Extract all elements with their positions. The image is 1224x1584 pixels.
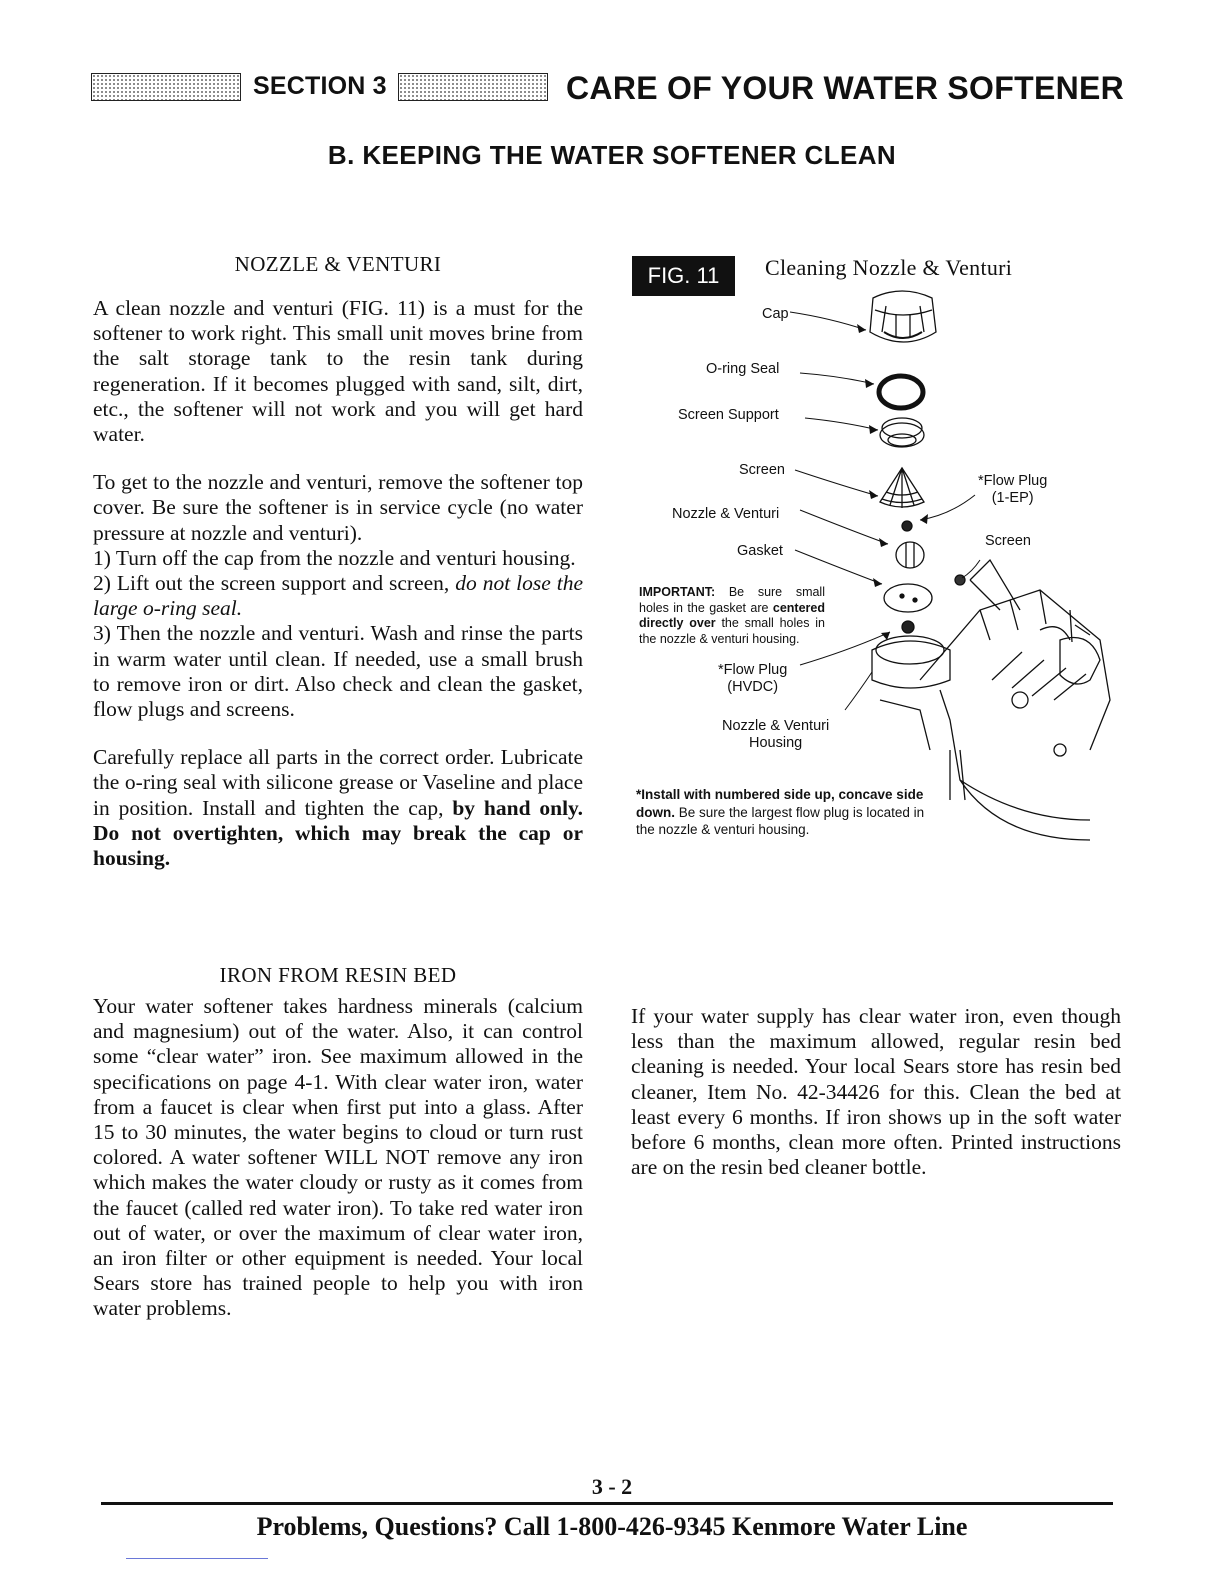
important-text-1: Be sure small holes in the gasket are [639, 585, 825, 615]
important-text-2: centered directly over [639, 600, 825, 630]
nozzle-venturi-part [896, 542, 924, 568]
install-note-bold: *Install with numbered side up, concave side down. [636, 787, 924, 820]
nozzle-step-2 [93, 571, 583, 621]
label-housing-line2: Housing [749, 735, 803, 751]
nozzle-para-3-warning: by hand only. Do not overtighten, which may break the cap or housing. [93, 795, 584, 871]
label-screen-right: Screen [985, 533, 1031, 549]
footer-blue-line [126, 1558, 268, 1559]
label-flow-plug-hvdc [718, 662, 787, 696]
exploded-parts-diagram [620, 280, 1120, 860]
nozzle-heading: NOZZLE & VENTURI [234, 252, 442, 276]
label-screen-support: Screen Support [678, 407, 779, 423]
nozzle-step-2-text: 2) Lift out the screen support and screen, [93, 571, 456, 596]
label-flow-plug-1ep-line1: *Flow Plug [978, 473, 1048, 489]
label-cap: Cap [762, 306, 789, 322]
important-text-3: the small holes in the nozzle & venturi housing. [639, 616, 825, 646]
leader-lines [790, 312, 980, 710]
oring-part [879, 376, 923, 408]
flow-plug-hvdc-part [902, 621, 914, 633]
label-housing [722, 718, 829, 752]
figure-title: Cleaning Nozzle & Venturi [765, 255, 1013, 280]
label-housing-line1: Nozzle & Venturi [722, 718, 830, 734]
figure-badge: FIG. 11 [632, 256, 735, 296]
label-flow-plug-hvdc-line2: (HVDC) [727, 679, 779, 695]
screen-support-part [880, 418, 924, 447]
label-gasket: Gasket [737, 543, 783, 559]
gasket-part [884, 584, 932, 612]
nozzle-para-3 [93, 745, 583, 871]
section-label: SECTION 3 [253, 72, 387, 100]
iron-text-right: If your water supply has clear water iron, even though less than the maximum allowed, regular resin bed cleaning is needed. Your local Sears store has resin bed cleaner, Item No. 42-34426 for this. Clean the bed at least every 6 months. If iron shows up in the soft water before 6 months, clean more often. Printed instructions are on the resin bed cleaner bottle. [631, 1004, 1121, 1180]
header-pattern-left [91, 73, 241, 101]
page-title: CARE OF YOUR WATER SOFTENER [566, 70, 1125, 106]
nozzle-para-3-text: Carefully replace all parts in the correct order. Lubricate the o-ring seal with silicone grease or Vaseline and place in position. Install and tighten the cap, [93, 745, 583, 820]
install-note [636, 786, 926, 839]
iron-heading: IRON FROM RESIN BED [219, 963, 457, 987]
important-label: IMPORTANT: [639, 585, 716, 599]
page-number: 3 - 2 [591, 1474, 633, 1499]
header-pattern-right [398, 73, 548, 101]
nozzle-step-1: 1) Turn off the cap from the nozzle and venturi housing. [93, 545, 576, 570]
nozzle-para-1: A clean nozzle and venturi (FIG. 11) is a must for the softener to work right. This small unit moves brine from the salt storage tank to the resin tank during regeneration. If it becomes plugged with sand, silt, dirt, etc., the softener will not work and you will get hard water. [93, 296, 583, 447]
label-flow-plug-hvdc-line1: *Flow Plug [718, 662, 788, 678]
screen-cone-part [880, 468, 924, 508]
label-flow-plug-1ep [978, 473, 1047, 507]
important-note [639, 585, 825, 647]
cap-part [870, 291, 936, 342]
label-screen: Screen [739, 462, 785, 478]
helpline-footer: Problems, Questions? Call 1-800-426-9345 Kenmore Water Line [256, 1512, 968, 1541]
install-note-text: Be sure the largest flow plug is located in the nozzle & venturi housing. [636, 804, 925, 837]
label-nozzle-venturi: Nozzle & Venturi [672, 506, 780, 522]
nozzle-step-3: 3) Then the nozzle and venturi. Wash and rinse the parts in warm water until clean. If needed, use a small brush to remove iron or dirt. Also check and clean the gasket, flow plugs and screens. [93, 621, 583, 722]
nozzle-text [93, 296, 583, 871]
nozzle-step-2-warning: do not lose the large o-ring seal. [93, 571, 584, 621]
label-oring-seal: O-ring Seal [706, 361, 780, 377]
iron-text-left: Your water softener takes hardness minerals (calcium and magnesium) out of the water. Also, it can control some “clear water” iron. See maximum allowed in the specifications on page 4-1. With clear water iron, water from a faucet is clear when first put into a glass. After 15 to 30 minutes, the water begins to cloud or turn rust colored. A water softener WILL NOT remove any iron which makes the water cloudy or rusty as it comes from the faucet (called red water iron). To take red water iron out of water, or over the maximum of clear water iron, an iron filter or other equipment is needed. Your local Sears store has trained people to help you with iron water problems. [93, 994, 583, 1321]
section-subtitle: B. KEEPING THE WATER SOFTENER CLEAN [327, 140, 897, 170]
label-flow-plug-1ep-line2: (1-EP) [991, 490, 1034, 506]
nozzle-para-2: To get to the nozzle and venturi, remove the softener top cover. Be sure the softener is in service cycle (no water pressure at nozzle and venturi). [93, 470, 583, 545]
footer-divider [101, 1502, 1113, 1505]
